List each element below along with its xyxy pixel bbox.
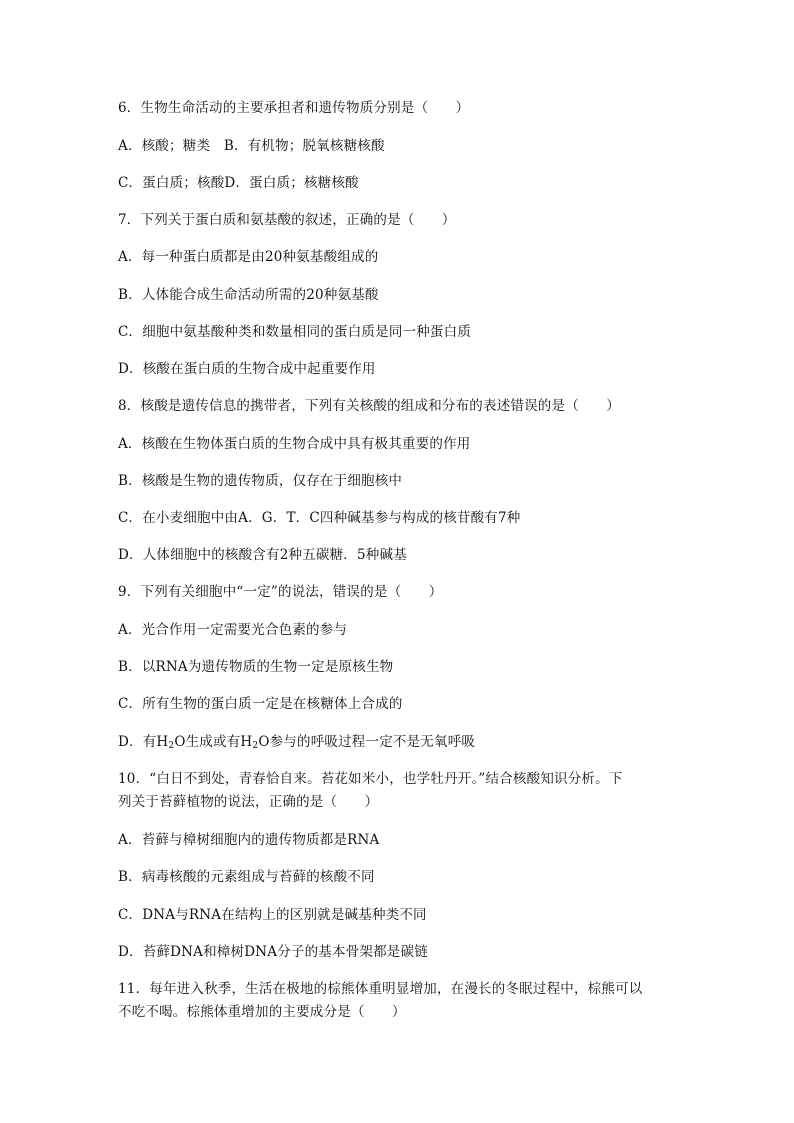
question-10-stem-line-1: 10．“白日不到处，青春恰自来。苔花如米小，也学牡丹开。”结合核酸知识分析。下 xyxy=(118,771,623,787)
question-9-option-a: A．光合作用一定需要光合色素的参与 xyxy=(118,622,348,638)
question-10-option-a: A．苔藓与樟树细胞内的遗传物质都是RNA xyxy=(118,832,380,848)
question-10-option-d: D．苔藓DNA和樟树DNA分子的基本骨架都是碳链 xyxy=(118,944,428,960)
question-6-option-ab: A．核酸；糖类 B．有机物；脱氧核糖核酸 xyxy=(118,138,385,154)
subscript-2: 2 xyxy=(168,741,175,751)
question-8-stem: 8．核酸是遗传信息的携带者，下列有关核酸的组成和分布的表述错误的是（ ） xyxy=(118,398,620,414)
question-10-option-b: B．病毒核酸的元素组成与苔藓的核酸不同 xyxy=(118,869,375,885)
question-7-option-c: C．细胞中氨基酸种类和数量相同的蛋白质是同一种蛋白质 xyxy=(118,324,472,340)
question-10-stem-line-2: 列关于苔藓植物的说法，正确的是（ ） xyxy=(118,794,379,810)
question-7-option-a: A．每一种蛋白质都是由20种氨基酸组成的 xyxy=(118,249,379,265)
question-6-stem: 6．生物生命活动的主要承担者和遗传物质分别是（ ） xyxy=(118,100,470,116)
question-8-option-a: A．核酸在生物体蛋白质的生物合成中具有极其重要的作用 xyxy=(118,436,471,452)
question-10-option-c: C．DNA与RNA在结构上的区别就是碱基种类不同 xyxy=(118,907,427,923)
question-11-stem-line-2: 不吃不喝。棕熊体重增加的主要成分是（ ） xyxy=(118,1004,406,1020)
question-9-option-d xyxy=(118,732,688,756)
question-9-option-b: B．以RNA为遗传物质的生物一定是原核生物 xyxy=(118,659,394,675)
question-7-option-b: B．人体能合成生命活动所需的20种氨基酸 xyxy=(118,287,379,303)
question-8-option-c: C．在小麦细胞中由A．G．T．C四种碱基参与构成的核苷酸有7种 xyxy=(118,510,521,526)
option-d-text-3: O参与的呼吸过程一定不是无氧呼吸 xyxy=(258,734,476,750)
option-d-text-2: O生成或有H xyxy=(174,734,253,750)
question-6-option-cd: C．蛋白质；核酸D．蛋白质；核糖核酸 xyxy=(118,175,359,191)
subscript-2: 2 xyxy=(252,741,259,751)
question-8-option-b: B．核酸是生物的遗传物质，仅存在于细胞核中 xyxy=(118,473,403,489)
question-7-option-d: D．核酸在蛋白质的生物合成中起重要作用 xyxy=(118,361,376,377)
option-d-text-1: D．有H xyxy=(118,734,169,750)
question-9-option-c: C．所有生物的蛋白质一定是在核糖体上合成的 xyxy=(118,696,403,712)
question-7-stem: 7．下列关于蛋白质和氨基酸的叙述，正确的是（ ） xyxy=(118,212,456,228)
question-11-stem-line-1: 11．每年进入秋季，生活在极地的棕熊体重明显增加，在漫长的冬眠过程中，棕熊可以 xyxy=(118,981,643,997)
question-9-stem: 9．下列有关细胞中“一定”的说法，错误的是（ ） xyxy=(118,584,443,600)
question-8-option-d: D．人体细胞中的核酸含有2种五碳糖．5种碱基 xyxy=(118,547,407,563)
